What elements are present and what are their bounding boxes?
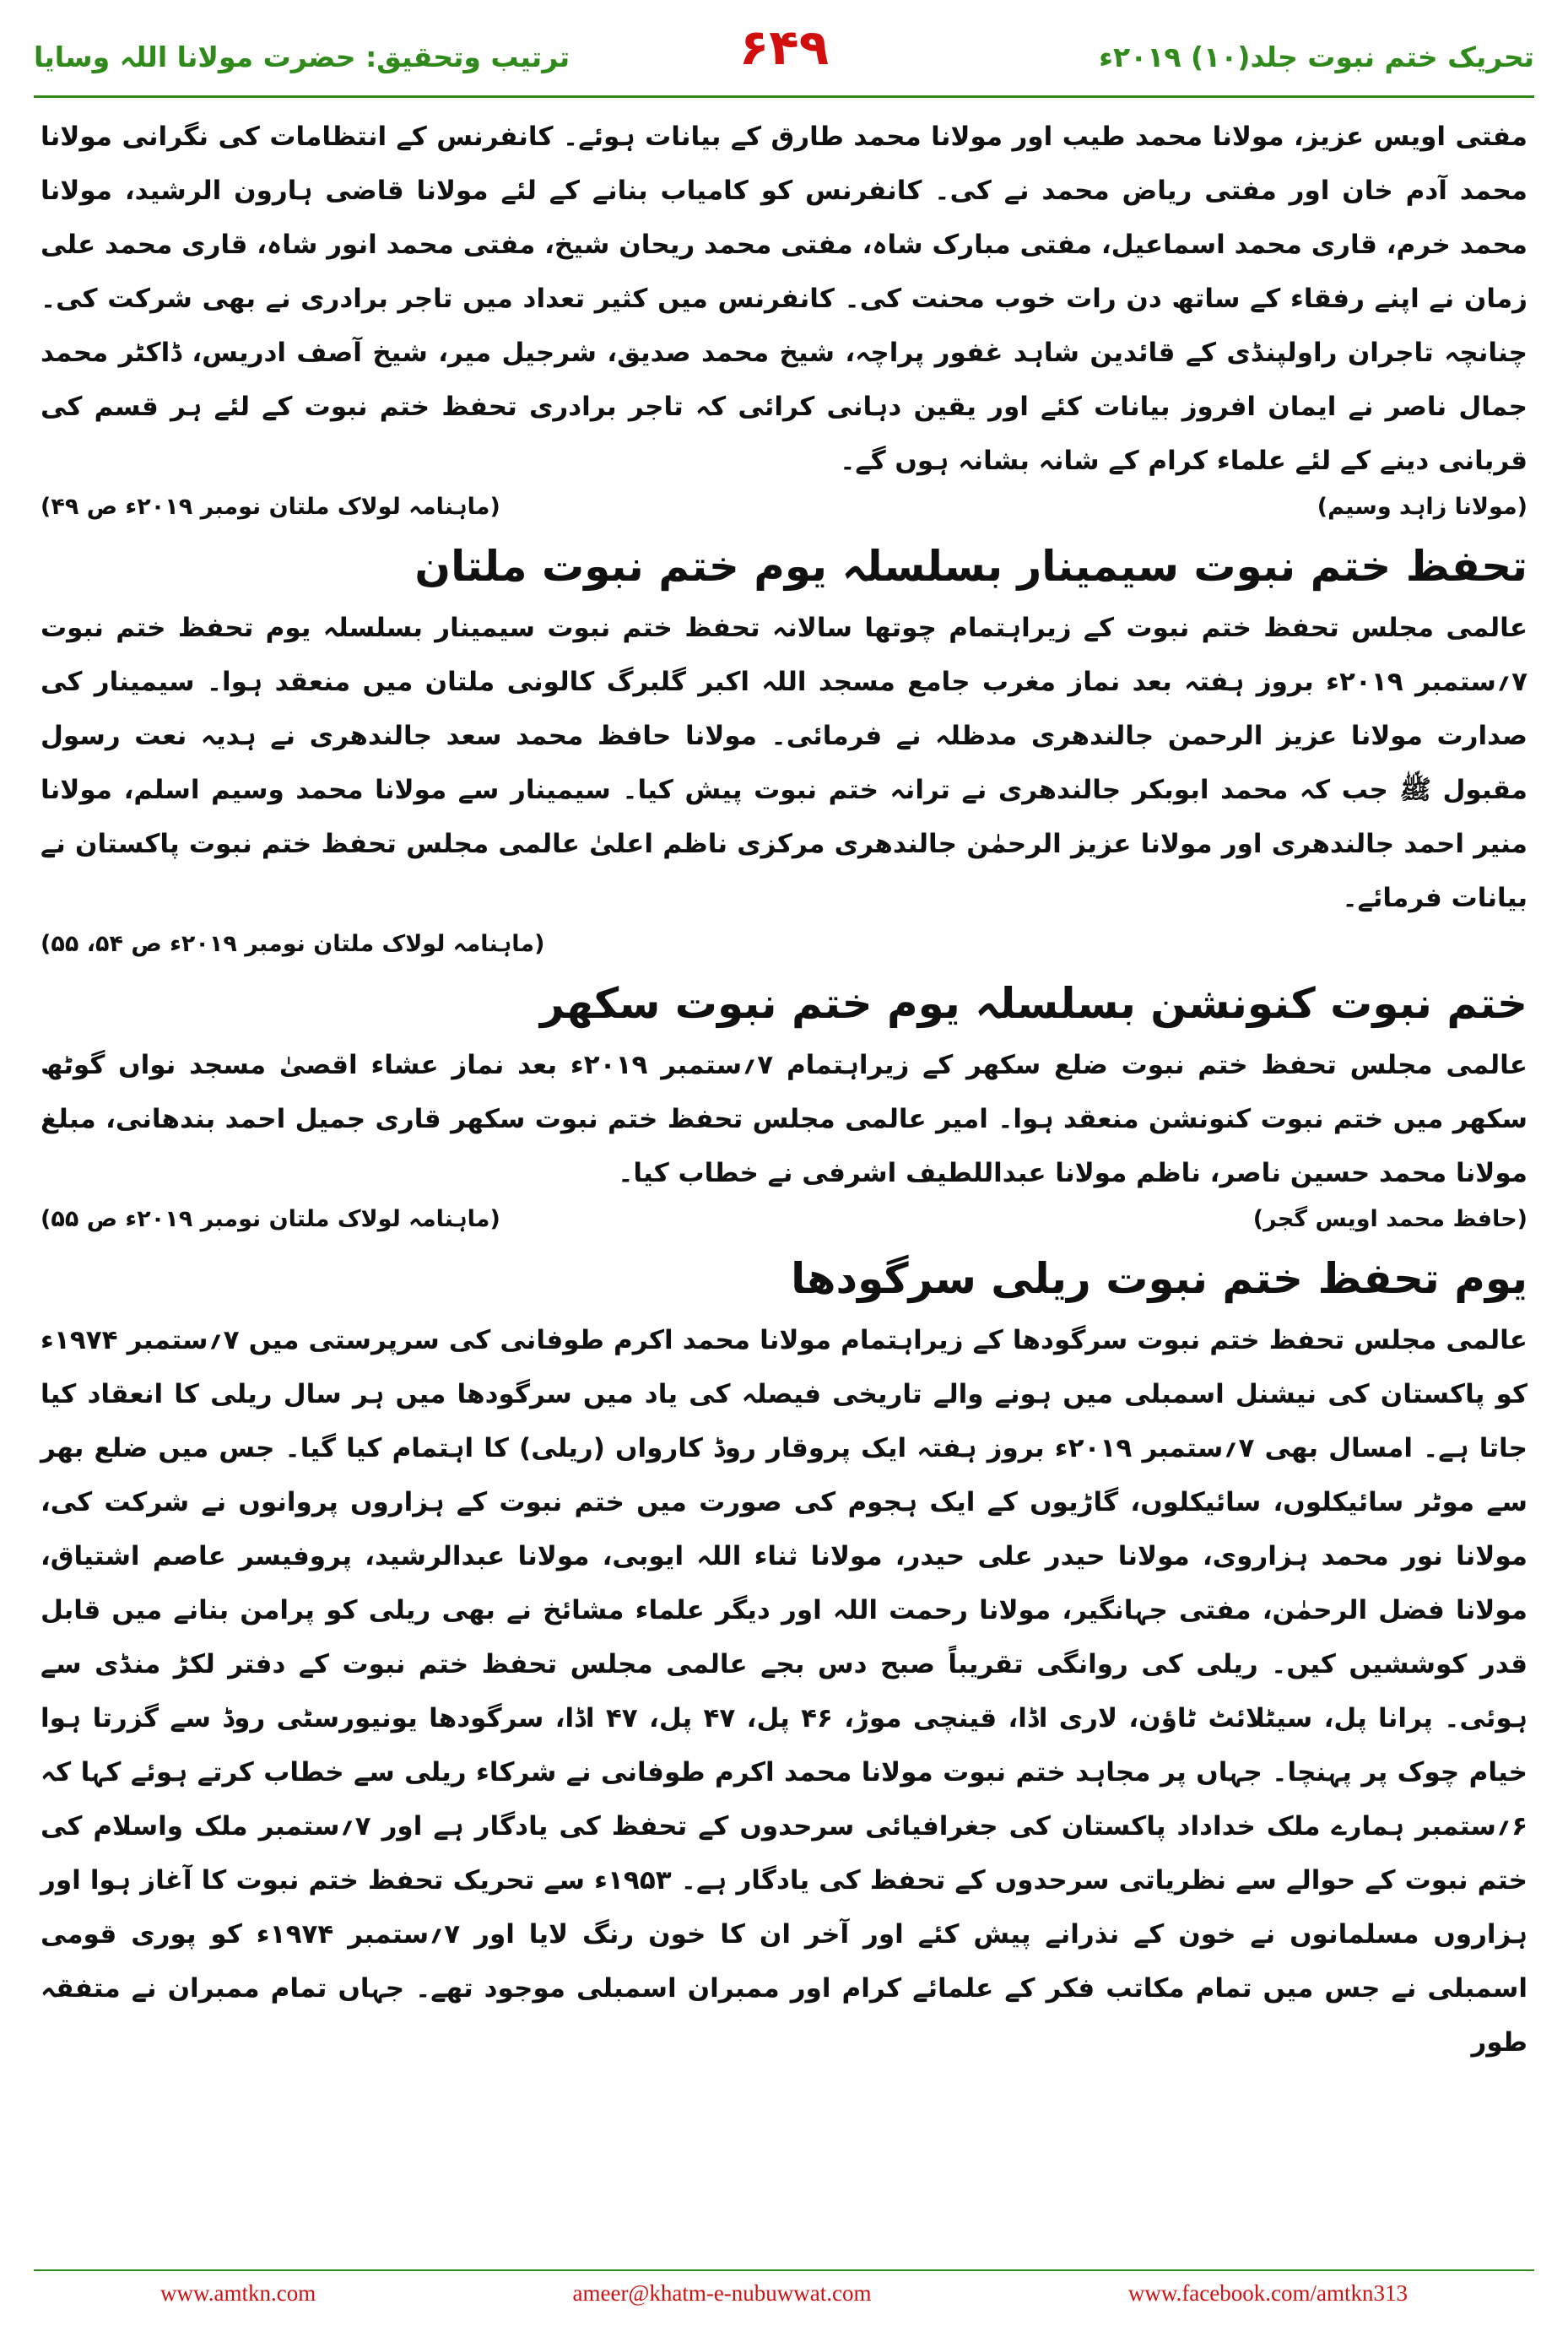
section-2-heading: تحفظ ختم نبوت سیمینار بسلسلہ یوم ختم نبوت ملتان bbox=[414, 542, 1527, 591]
page-footer bbox=[160, 2276, 1408, 2310]
section-1-paragraph: مفتی اویس عزیز، مولانا محمد طیب اور مولانا محمد طارق کے بیانات ہوئے۔ کانفرنس کے انتظامات کی نگرانی مولانا محمد آدم خان اور مفتی ریاض محمد نے کی۔ کانفرنس کو کامیاب بنانے کے لئے مولانا قاضی ہارون الرشید، مولانا محمد خرم، قاری محمد اسماعیل، مفتی مبارک شاہ، مفتی محمد ریحان شیخ، مفتی محمد انور شاہ، قاری محمد علی زمان نے اپنے رفقاء کے ساتھ دن رات خوب محنت کی۔ کانفرنس میں کثیر تعداد میں تاجر برادری نے بھی شرکت کی۔ چنانچہ تاجران راولپنڈی کے قائدین شاہد غفور پراچہ، شیخ محمد صدیق، شرجیل میر، شیخ آصف ادریس، ڈاکٹر محمد جمال ناصر نے ایمان افروز بیانات کئے اور یقین دہانی کرائی کہ تاجر برادری تحفظ ختم نبوت کے لئے ہر قسم کی قربانی دینے کے لئے علماء کرام کے شانہ بشانہ ہوں گے۔ bbox=[41, 122, 1527, 476]
section-2-paragraph: عالمی مجلس تحفظ ختم نبوت کے زیراہتمام چوتھا سالانہ تحفظ ختم نبوت سیمینار بسلسلہ یوم تحفظ ختم نبوت ۷؍ستمبر ۲۰۱۹ء بروز ہفتہ بعد نماز مغرب جامع مسجد اللہ اکبر گلبرگ کالونی ملتان میں منعقد ہوا۔ سیمینار کی صدارت مولانا عزیز الرحمن جالندھری مدظلہ نے فرمائی۔ مولانا حافظ محمد سعد جالندھری نے ہدیہ نعت رسول مقبول ﷺ جب کہ محمد ابوبکر جالندھری نے ترانہ ختم نبوت پیش کیا۔ سیمینار سے مولانا محمد وسیم اسلم، مولانا منیر احمد جالندھری اور مولانا عزیز الرحمٰن جالندھری مرکزی ناظم اعلیٰ عالمی مجلس تحفظ ختم نبوت پاکستان نے بیانات فرمائے۔ bbox=[41, 613, 1527, 913]
compiler-credit: ترتیب وتحقیق: حضرت مولانا اللہ وسایا bbox=[34, 40, 570, 73]
section-1-source: (ماہنامہ لولاک ملتان نومبر ۲۰۱۹ء ص ۴۹) bbox=[41, 494, 500, 520]
page-header bbox=[34, 19, 1534, 95]
section-1-citation bbox=[41, 488, 1527, 527]
book-title: تحریک ختم نبوت جلد(۱۰) ۲۰۱۹ء bbox=[1099, 40, 1534, 73]
section-3-source: (ماہنامہ لولاک ملتان نومبر ۲۰۱۹ء ص ۵۵) bbox=[41, 1206, 500, 1232]
section-4-heading: یوم تحفظ ختم نبوت ریلی سرگودھا bbox=[791, 1254, 1527, 1303]
section-2-source: (ماہنامہ لولاک ملتان نومبر ۲۰۱۹ء ص ۵۴، ۵۵) bbox=[41, 931, 545, 957]
section-2-citation bbox=[41, 925, 1527, 964]
section-1-author: (مولانا زاہد وسیم) bbox=[1317, 494, 1527, 520]
section-3-citation bbox=[41, 1200, 1527, 1239]
email-link[interactable]: ameer@khatm-e-nubuwwat.com bbox=[572, 2280, 872, 2306]
page-body bbox=[41, 110, 1527, 2258]
section-3-author: (حافظ محمد اویس گجر) bbox=[1252, 1206, 1527, 1232]
header-divider bbox=[34, 95, 1534, 98]
section-4-paragraph: عالمی مجلس تحفظ ختم نبوت سرگودھا کے زیراہتمام مولانا محمد اکرم طوفانی کی سرپرستی میں ۷؍ستمبر ۱۹۷۴ء کو پاکستان کی نیشنل اسمبلی میں ہونے والے تاریخی فیصلہ کی یاد میں سرگودھا میں ہر سال ریلی کا انعقاد کیا جاتا ہے۔ امسال بھی ۷؍ستمبر ۲۰۱۹ء بروز ہفتہ ایک پروقار روڈ کارواں (ریلی) کا اہتمام کیا گیا۔ جس میں ضلع بھر سے موٹر سائیکلوں، سائیکلوں، گاڑیوں کے ایک ہجوم کی صورت میں ختم نبوت کے ہزاروں پروانوں نے شرکت کی، مولانا نور محمد ہزاروی، مولانا حیدر علی حیدر، مولانا ثناء اللہ ایوبی، مولانا عبدالرشید، پروفیسر عاصم اشتیاق، مولانا فضل الرحمٰن، مفتی جہانگیر، مولانا رحمت اللہ اور دیگر علماء مشائخ نے بھی ریلی کو پرامن بنانے میں قابل قدر کوششیں کیں۔ ریلی کی روانگی تقریباً صبح دس بجے عالمی مجلس تحفظ ختم نبوت کے دفتر لکڑ منڈی سے ہوئی۔ پرانا پل، سیٹلائٹ ٹاؤن، لاری اڈا، قینچی موڑ، ۴۶ پل، ۴۷ پل، ۴۷ اڈا، سرگودھا یونیورسٹی روڈ سے گزرتا ہوا خیام چوک پر پہنچا۔ جہاں پر مجاہد ختم نبوت مولانا محمد اکرم طوفانی نے شرکاء ریلی سے خطاب کرتے ہوئے کہا کہ ۶؍ستمبر ہمارے ملک خداداد پاکستان کی جغرافیائی سرحدوں کے تحفظ کی یادگار ہے اور ۷؍ستمبر ملک واسلام کی ختم نبوت کے حوالے سے نظریاتی سرحدوں کے تحفظ کی یادگار ہے۔ ۱۹۵۳ء سے تحریک تحفظ ختم نبوت کا آغاز ہوا اور ہزاروں مسلمانوں نے خون کے نذرانے پیش کئے اور آخر ان کا خون رنگ لایا اور ۷؍ستمبر ۱۹۷۴ء کو پوری قومی اسمبلی نے جس میں تمام مکاتب فکر کے علمائے کرام اور ممبران اسمبلی موجود تھے۔ جہاں تمام ممبران نے متفقہ طور bbox=[41, 1325, 1527, 2058]
facebook-link[interactable]: www.facebook.com/amtkn313 bbox=[1127, 2280, 1408, 2306]
section-3-paragraph: عالمی مجلس تحفظ ختم نبوت ضلع سکھر کے زیراہتمام ۷؍ستمبر ۲۰۱۹ء بعد نماز عشاء اقصیٰ مسجد نواں گوٹھ سکھر میں ختم نبوت کنونشن منعقد ہوا۔ امیر عالمی مجلس تحفظ ختم نبوت سکھر قاری جمیل احمد بندھانی، مبلغ مولانا محمد حسین ناصر، ناظم مولانا عبداللطیف اشرفی نے خطاب کیا۔ bbox=[41, 1050, 1527, 1188]
page-number: ۶۴۹ bbox=[738, 19, 830, 76]
footer-divider bbox=[34, 2269, 1534, 2271]
section-3-heading: ختم نبوت کنونشن بسلسلہ یوم ختم نبوت سکھر bbox=[540, 979, 1527, 1028]
website-link[interactable]: www.amtkn.com bbox=[160, 2280, 316, 2306]
